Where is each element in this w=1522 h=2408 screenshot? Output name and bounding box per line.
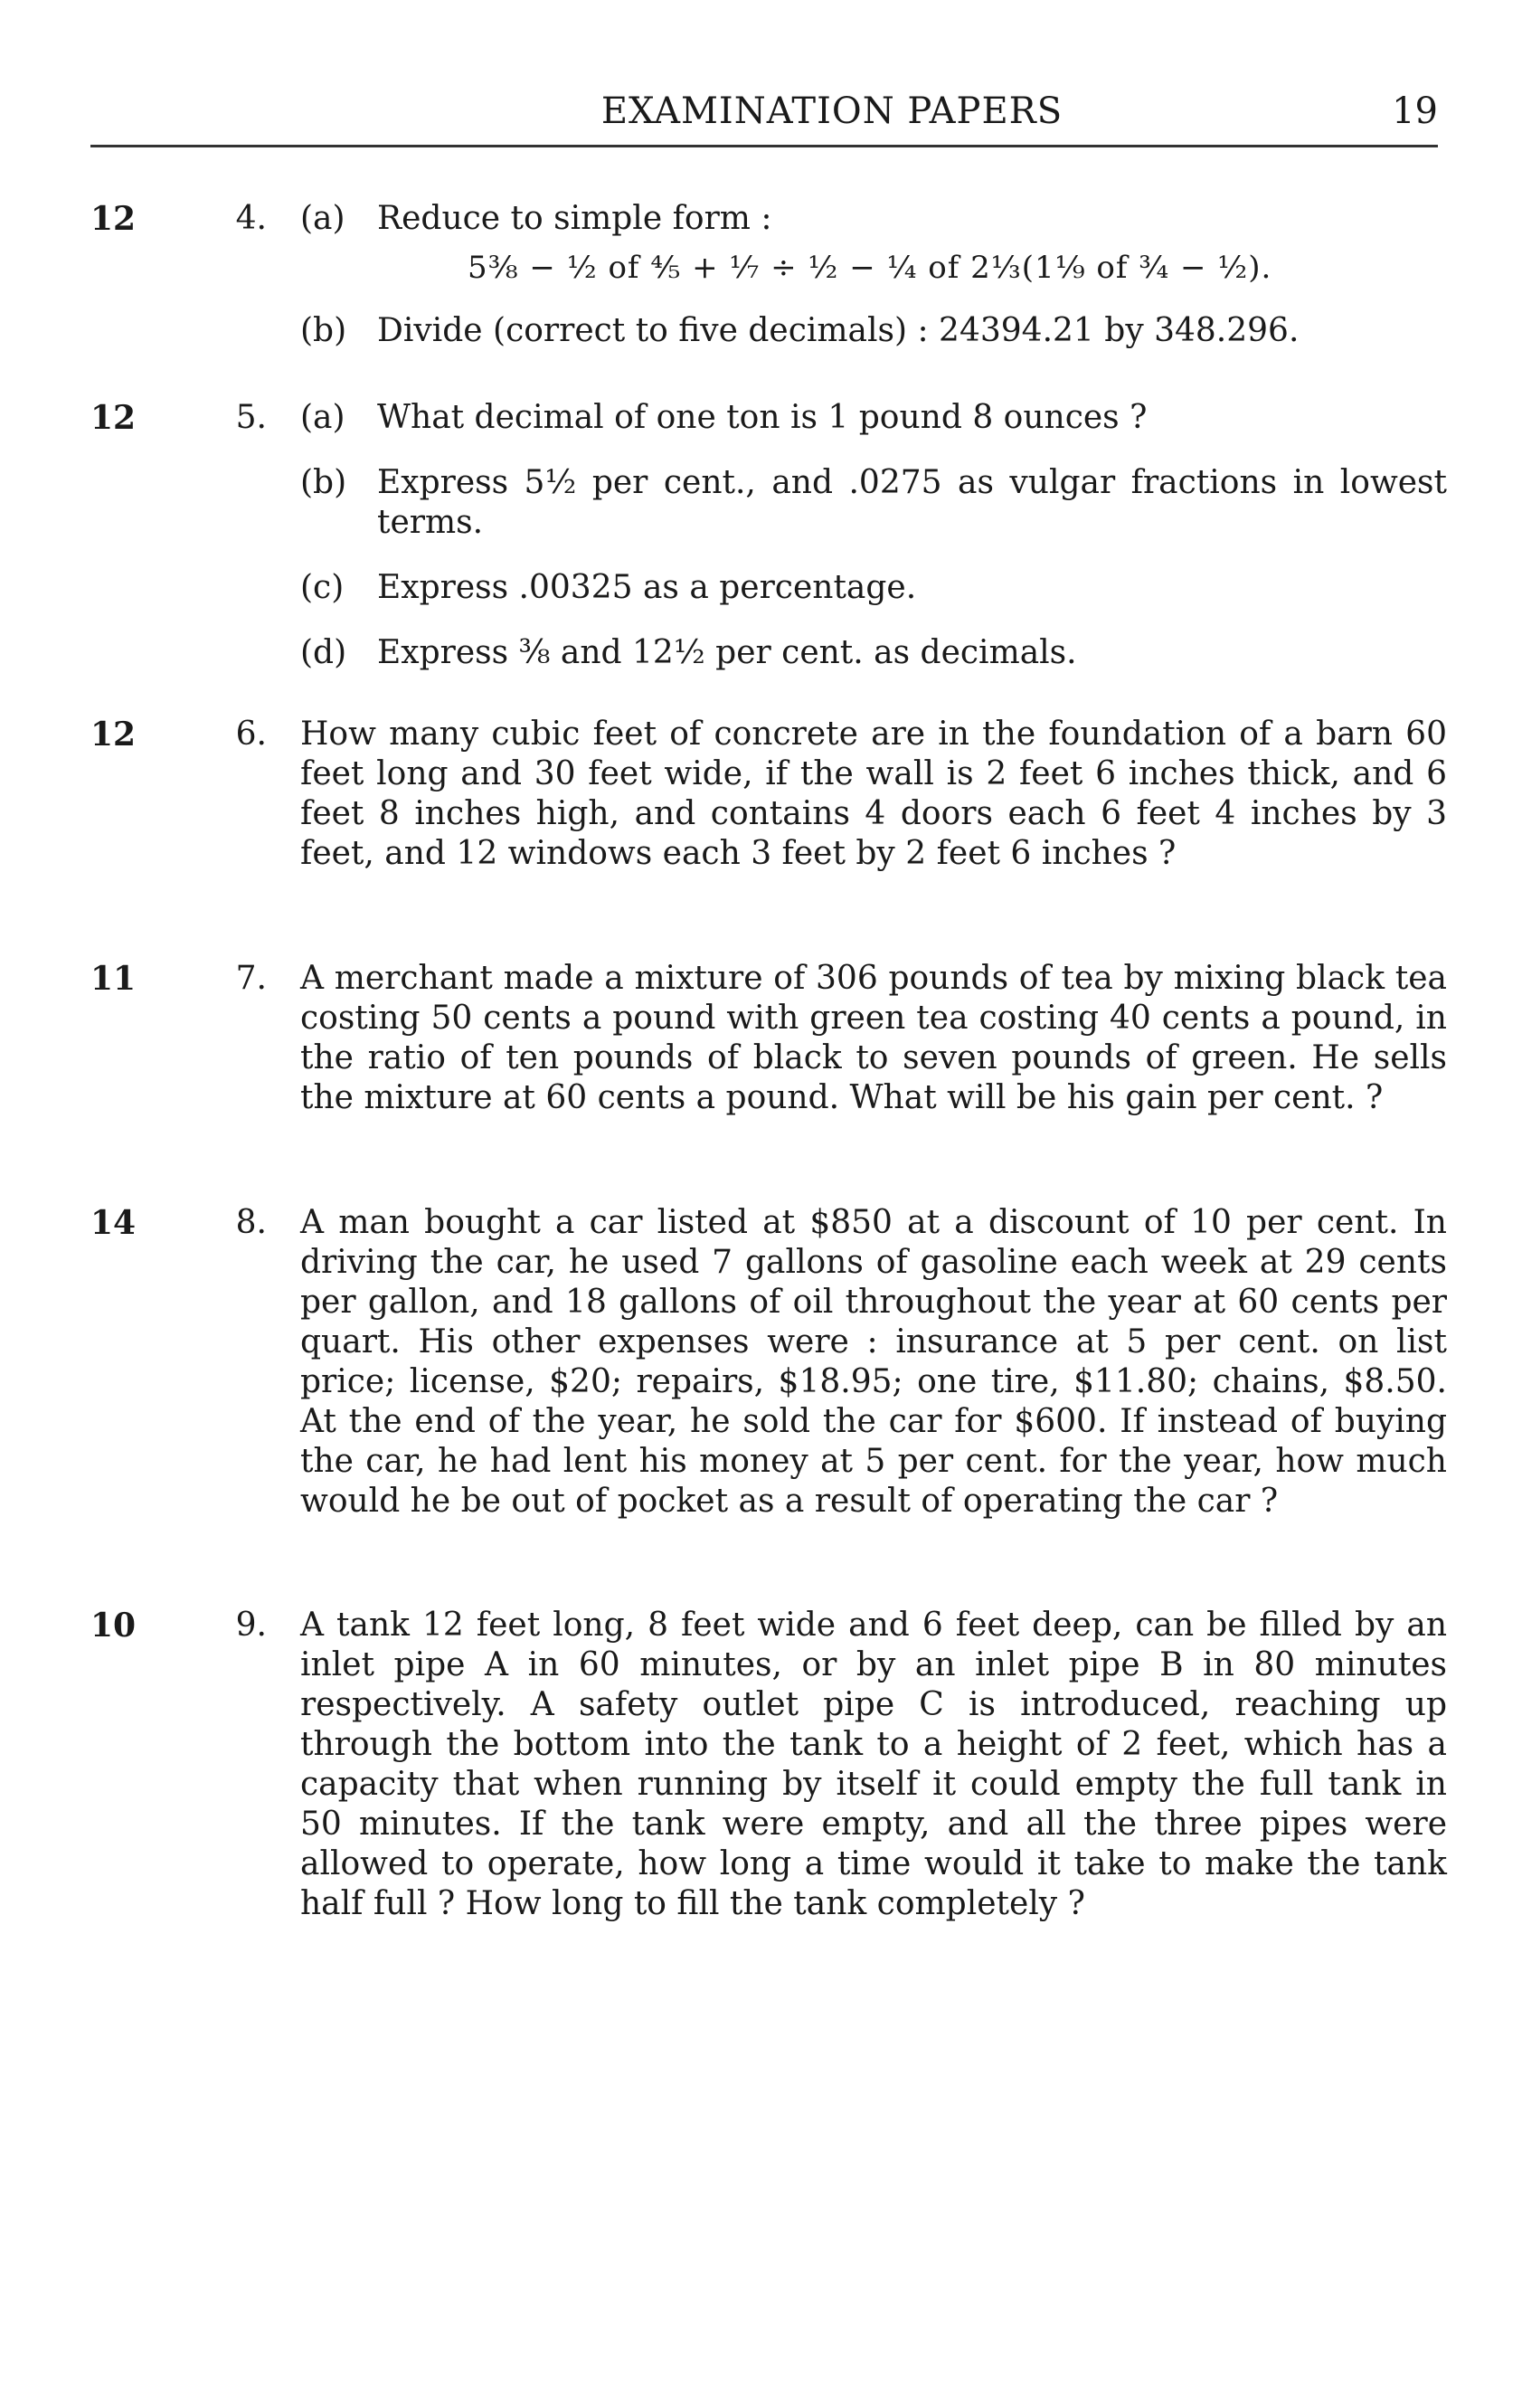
part-text: Express .00325 as a percentage.	[377, 569, 917, 606]
part-label: (c)	[300, 569, 345, 606]
header-rule	[90, 145, 1438, 147]
question-number: 8.	[235, 1204, 267, 1241]
part-text: Express 5½ per cent., and .0275 as vulgar fractions in lowest terms.	[377, 464, 1447, 541]
question-text: A merchant made a mixture of 306 pounds of tea by mixing black tea costing 50 cents a pound with green tea costing 40 cents a pound, in the ratio of ten pounds of black to seven pounds of green. He sells the mixture at 60 cents a pound. What will be his gain per cent. ?	[300, 960, 1447, 1116]
question-number: 9.	[235, 1607, 267, 1644]
question-marks: 10	[90, 1607, 137, 1645]
question-part	[300, 398, 1447, 438]
question-text: A man bought a car listed at $850 at a discount of 10 per cent. In driving the car, he used 7 gallons of gasoline each week at 29 cents per gallon, and 18 gallons of oil throughout the year at 60 cents per quart. His other expenses were : insurance at 5 per cent. on list price; license, $20; repairs, $18.95; one tire, $11.80; chains, $8.50. At the end of the year, he sold the car for $600. If instead of buying the car, he had lent his money at 5 per cent. for the year, how much would he be out of pocket as a result of operating the car ?	[300, 1204, 1447, 1520]
part-text: What decimal of one ton is 1 pound 8 ounces ?	[377, 399, 1148, 436]
part-label: (b)	[300, 312, 347, 349]
question-body	[300, 398, 1447, 698]
part-text: Divide (correct to five decimals) : 24394.21 by 348.296.	[377, 312, 1300, 349]
part-label: (d)	[300, 634, 347, 671]
part-label: (a)	[300, 399, 345, 436]
question-body	[300, 199, 1447, 376]
page-number: 19	[1392, 90, 1438, 132]
part-label: (b)	[300, 464, 347, 501]
question-part	[300, 568, 1447, 608]
part-text: Reduce to simple form :	[377, 200, 772, 237]
question-part	[300, 311, 1447, 351]
page-header	[90, 90, 1438, 154]
question-text: A tank 12 feet long, 8 feet wide and 6 feet deep, can be filled by an inlet pipe A in 60 minutes, or by an inlet pipe B in 80 minutes respectively. A safety outlet pipe C is introduced, reaching up through the bottom into the tank to a height of 2 feet, which has a capacity that when running by itself it could empty the full tank in 50 minutes. If the tank were empty, and all the three pipes were allowed to operate, how long a time would it take to make the tank half full ? How long to fill the tank completely ?	[300, 1607, 1447, 1922]
question-number: 7.	[235, 960, 267, 997]
part-text: Express ⅜ and 12½ per cent. as decimals.	[377, 634, 1077, 671]
question-number: 4.	[235, 200, 267, 237]
question-marks: 12	[90, 399, 137, 437]
question-part	[300, 199, 1447, 288]
question-number: 6.	[235, 716, 267, 753]
question-part	[300, 633, 1447, 673]
question-part	[300, 463, 1447, 543]
question-number: 5.	[235, 399, 267, 436]
question-marks: 12	[90, 716, 137, 754]
question-marks: 12	[90, 200, 137, 238]
question-marks: 11	[90, 960, 137, 998]
part-label: (a)	[300, 200, 345, 237]
running-head: EXAMINATION PAPERS	[600, 90, 1064, 132]
math-expression: 5⅜ − ½ of ⅘ + ⅐ ÷ ½ − ¼ of 2⅓(1⅑ of ¾ − ½).	[468, 250, 1272, 286]
question-text: How many cubic feet of concrete are in the foundation of a barn 60 feet long and 30 feet wide, if the wall is 2 feet 6 inches thick, and 6 feet 8 inches high, and contains 4 doors each 6 feet 4 inches by 3 feet, and 12 windows each 3 feet by 2 feet 6 inches ?	[300, 716, 1447, 872]
question-marks: 14	[90, 1204, 137, 1242]
